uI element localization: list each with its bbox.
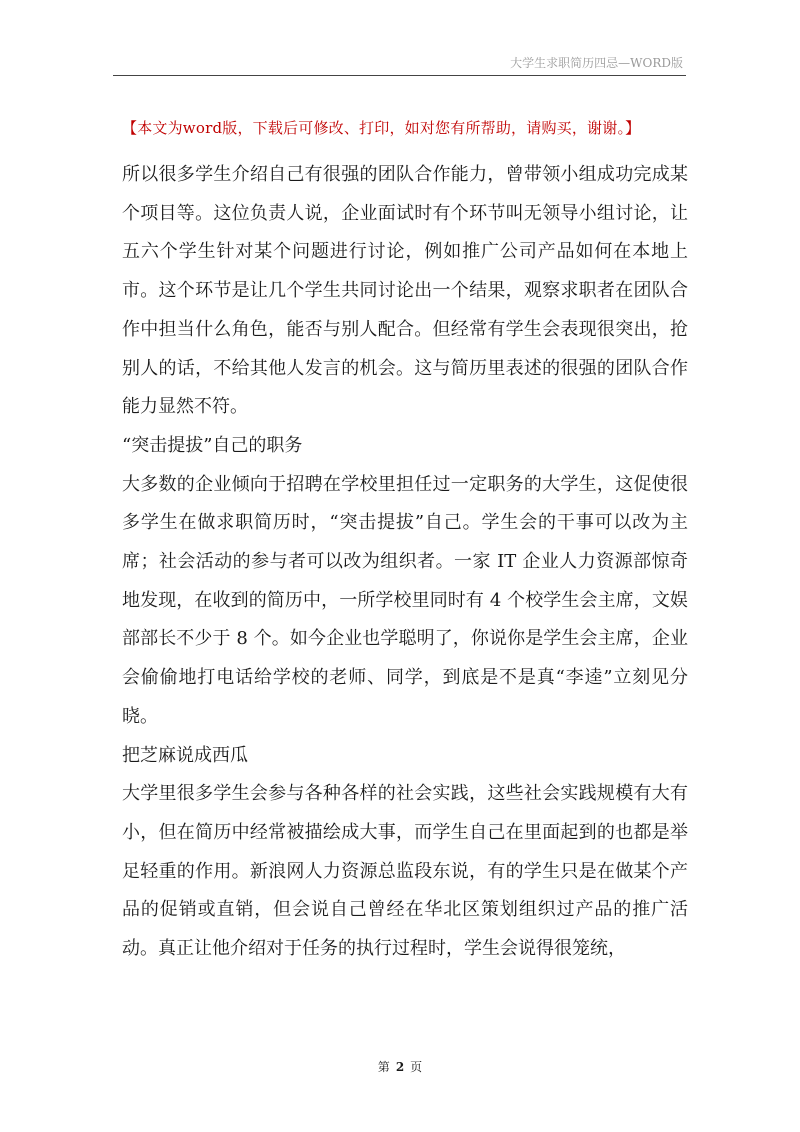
section-heading-exaggeration: 把芝麻说成西瓜 (122, 744, 248, 766)
header-divider (113, 75, 686, 76)
paragraph-promotion: 大多数的企业倾向于招聘在学校里担任过一定职务的大学生，这促使很多学生在做求职简历时，“突击提拔”自己。学生会的干事可以改为主席；社会活动的参与者可以改为组织者。一家 IT 企业人力资源部惊奇地发现，在收到的简历中，一所学校里同时有 4 个校学生会主席，文娱部部长不少于 8 个。如今企业也学聪明了，你说你是学生会主席，企业会偷偷地打电话给学校的老师、同学，到底是不是真“李逵”立刻见分晓。 (122, 473, 688, 727)
paragraph-exaggeration: 大学里很多学生会参与各种各样的社会实践，这些社会实践规模有大有小，但在简历中经常被描绘成大事，而学生自己在里面起到的也都是举足轻重的作用。新浪网人力资源总监段东说，有的学生只是在做某个产品的促销或直销，但会说自己曾经在华北区策划组织过产品的推广活动。真正让他介绍对于任务的执行过程时，学生会说得很笼统， (122, 783, 688, 960)
section-heading-promotion: “突击提拔”自己的职务 (122, 434, 303, 456)
body-text (122, 156, 688, 969)
page-number: 2 (395, 1060, 405, 1074)
page-footer (0, 1058, 800, 1075)
footer-suffix: 页 (410, 1060, 423, 1074)
purchase-notice: 【本文为word版，下载后可修改、打印，如对您有所帮助，请购买，谢谢。】 (122, 119, 641, 137)
paragraph-team-ability: 所以很多学生介绍自己有很强的团队合作能力，曾带领小组成功完成某个项目等。这位负责人说，企业面试时有个环节叫无领导小组讨论，让五六个学生针对某个问题进行讨论，例如推广公司产品如何在本地上市。这个环节是让几个学生共同讨论出一个结果，观察求职者在团队合作中担当什么角色，能否与别人配合。但经常有学生会表现很突出，抢别人的话，不给其他人发言的机会。这与简历里表述的很强的团队合作能力显然不符。 (122, 164, 688, 418)
header-title: 大学生求职简历四忌—WORD版 (510, 56, 683, 70)
footer-prefix: 第 (377, 1060, 390, 1074)
